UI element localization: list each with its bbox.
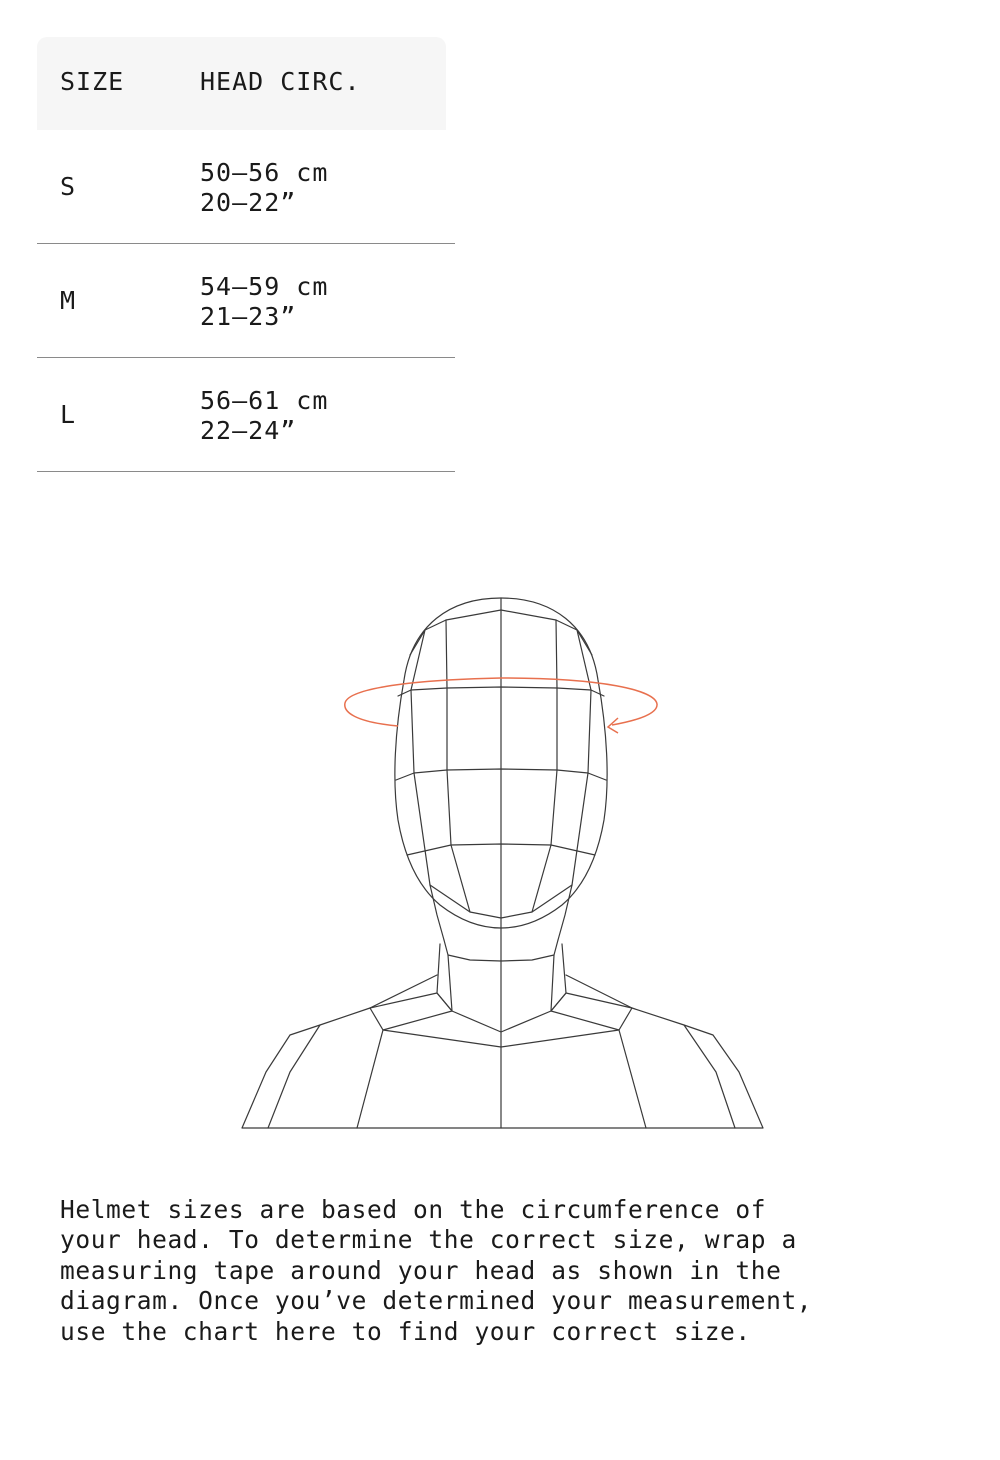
mannequin-wireframe: [242, 598, 763, 1128]
size-label: L: [60, 400, 76, 429]
header-head-circ: HEAD CIRC.: [200, 67, 361, 96]
sizing-description: Helmet sizes are based on the circumference of your head. To determine the correct size, wrap a measuring tape around your head as shown in the diagram. Once you’ve determined your measurement, use the chart here to find your correct size.: [60, 1195, 813, 1346]
table-row-s: [37, 130, 455, 244]
circ-inches: 21–23”: [200, 302, 297, 331]
circ-cm: 50–56 cm: [200, 158, 329, 187]
circ-inches: 20–22”: [200, 188, 297, 217]
measuring-tape-ellipse: [345, 678, 657, 733]
header-size: SIZE: [60, 67, 125, 96]
arrow-head-icon: [608, 718, 618, 733]
table-row-m: [37, 244, 455, 358]
circ-cm: 56–61 cm: [200, 386, 329, 415]
size-label: M: [60, 286, 76, 315]
circ-inches: 22–24”: [200, 416, 297, 445]
circ-cm: 54–59 cm: [200, 272, 329, 301]
table-row-l: [37, 358, 455, 472]
table-header: [37, 37, 446, 130]
size-chart-table: [37, 37, 455, 472]
size-label: S: [60, 172, 76, 201]
